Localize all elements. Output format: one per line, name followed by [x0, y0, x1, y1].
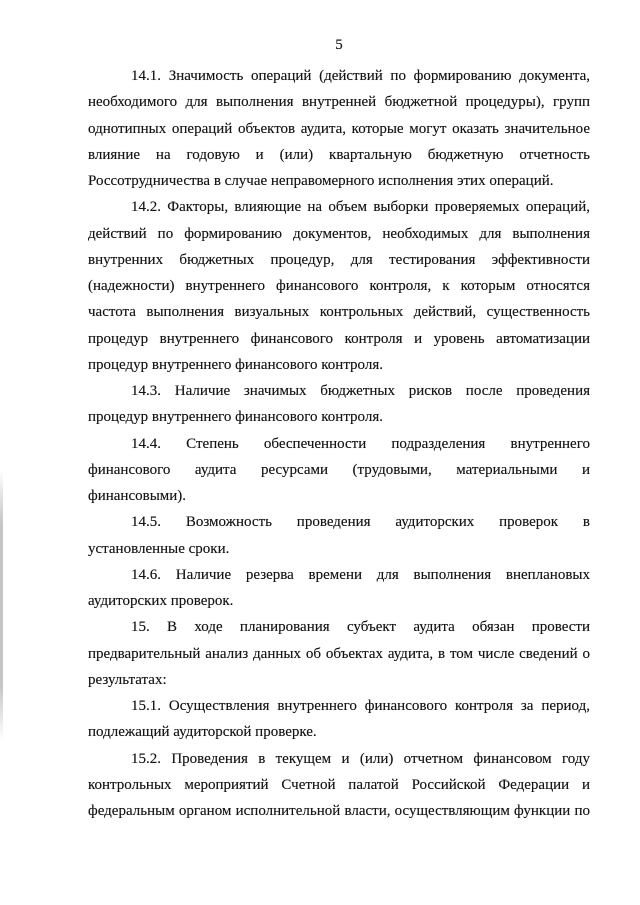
paragraph-14-5	[88, 509, 590, 562]
text-line: однотипных операций объектов аудита, которые могут оказать значительное	[88, 120, 590, 137]
text-line: контрольных мероприятий Счетной палатой Российской Федерации и	[88, 776, 590, 793]
text-line: Россотрудничества в случае неправомерного исполнения этих операций.	[88, 173, 554, 189]
text-line: процедур внутреннего финансового контроля.	[88, 409, 383, 426]
text-line: влияние на годовую и (или) квартальную бюджетную отчетность	[88, 146, 590, 163]
paragraph-15	[88, 614, 590, 693]
text-line: предварительный анализ данных об объектах аудита, в том числе сведений о	[88, 645, 590, 662]
text-line: частота выполнения визуальных контрольных действий, существенность	[88, 304, 590, 321]
text-line: 14.6. Наличие резерва времени для выполнения внеплановых	[131, 566, 590, 583]
text-line: результатах:	[88, 671, 167, 688]
paragraph-15-1	[88, 693, 590, 746]
text-line: финансовыми).	[88, 488, 187, 504]
text-line: внутренних бюджетных процедур, для тестирования эффективности	[88, 251, 590, 268]
scan-edge-artifact	[0, 470, 3, 740]
text-line: 14.3. Наличие значимых бюджетных рисков после проведения	[131, 383, 590, 399]
text-line: 15. В ходе планирования субъект аудита обязан провести	[131, 619, 590, 636]
text-line: 14.1. Значимость операций (действий по формированию документа,	[131, 68, 590, 84]
text-line: 14.2. Факторы, влияющие на объем выборки проверяемых операций,	[131, 199, 590, 216]
text-line: подлежащий аудиторской проверке.	[88, 724, 317, 741]
paragraph-14-2	[88, 194, 590, 378]
page-number: 5	[335, 37, 343, 53]
text-line: федеральным органом исполнительной власти, осуществляющим функции по	[88, 803, 590, 819]
text-line: 14.4. Степень обеспеченности подразделения внутреннего	[131, 435, 590, 452]
text-line: аудиторских проверок.	[88, 593, 234, 609]
paragraph-14-4	[88, 431, 590, 510]
text-line: действий по формированию документов, необходимых для выполнения	[88, 225, 590, 242]
text-line: финансового аудита ресурсами (трудовыми, материальными и	[88, 461, 590, 478]
paragraph-14-1	[88, 63, 590, 194]
text-line: процедур внутреннего финансового контроля.	[88, 356, 383, 373]
text-line: (надежности) внутреннего финансового контроля, к которым относятся	[88, 278, 590, 294]
text-line: 15.1. Осуществления внутреннего финансового контроля за период,	[131, 698, 590, 714]
paragraph-14-3	[88, 378, 590, 431]
paragraph-14-6	[88, 562, 590, 615]
text-line: процедур внутреннего финансового контроля и уровень автоматизации	[88, 330, 590, 347]
text-line: установленные сроки.	[88, 540, 230, 557]
document-body	[88, 63, 590, 824]
text-line: 14.5. Возможность проведения аудиторских проверок в	[131, 514, 590, 531]
text-line: необходимого для выполнения внутренней бюджетной процедуры), групп	[88, 94, 590, 111]
paragraph-15-2	[88, 746, 590, 825]
text-line: 15.2. Проведения в текущем и (или) отчетном финансовом году	[131, 750, 590, 767]
